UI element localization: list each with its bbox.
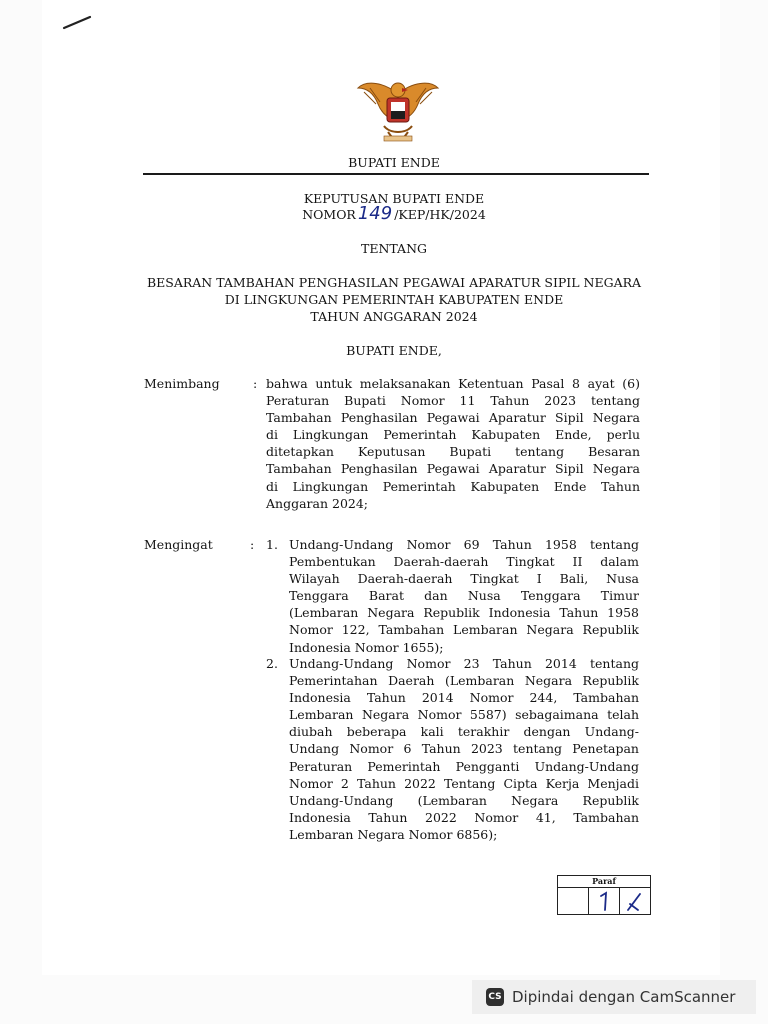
paraf-cell: [558, 888, 589, 915]
mengingat-line: diubah beberapa kali terakhir dengan Undang-: [289, 724, 639, 740]
paraf-cells: [558, 888, 650, 915]
mengingat-line: Pembentukan Daerah-daerah Tingkat II dalam: [289, 554, 639, 570]
camscanner-label: Dipindai dengan CamScanner: [512, 988, 736, 1006]
decree-title: KEPUTUSAN BUPATI ENDE: [303, 191, 485, 206]
paraf-box: [557, 875, 651, 915]
mengingat-line: Lembaran Negara Nomor 6856);: [289, 826, 498, 842]
menimbang-line: bahwa untuk melaksanakan Ketentuan Pasal 8 ayat (6): [266, 376, 640, 391]
menimbang-label: Menimbang: [144, 376, 220, 391]
menimbang-line: ditetapkan Keputusan Bupati tentang Besaran: [266, 444, 640, 460]
paraf-cell: [589, 888, 620, 915]
mengingat-item-number: 1.: [266, 537, 278, 552]
mengingat-line: (Lembaran Negara Republik Indonesia Tahun 1958: [289, 605, 639, 621]
menimbang-line: Tambahan Penghasilan Pegawai Aparatur Sipil Negara: [266, 410, 640, 426]
header-title: BUPATI ENDE: [348, 155, 440, 170]
tentang-heading: TENTANG: [360, 241, 427, 256]
subject-line-1: BESARAN TAMBAHAN PENGHASILAN PEGAWAI APARATUR SIPIL NEGARA: [146, 275, 642, 290]
menimbang-line: Peraturan Bupati Nomor 11 Tahun 2023 tentang: [266, 393, 640, 409]
mengingat-line: Indonesia Tahun 2014 Nomor 244, Tambahan: [289, 690, 639, 706]
issuer-heading: BUPATI ENDE,: [346, 343, 442, 358]
paraf-label: Paraf: [558, 876, 650, 888]
decree-number-line: [120, 205, 668, 223]
mengingat-label: Mengingat: [144, 537, 213, 552]
menimbang-line: Tambahan Penghasilan Pegawai Aparatur Sipil Negara: [266, 461, 640, 477]
mengingat-colon: :: [250, 537, 255, 552]
camscanner-icon: CS: [486, 988, 504, 1006]
pen-stroke-mark: [62, 14, 94, 30]
mengingat-line: Undang-Undang Nomor 23 Tahun 2014 tentang: [289, 656, 639, 671]
menimbang-colon: :: [253, 376, 258, 391]
mengingat-item-1-text: [289, 536, 639, 656]
subject-line-2: DI LINGKUNGAN PEMERINTAH KABUPATEN ENDE: [224, 292, 564, 307]
nomor-suffix: /KEP/HK/2024: [394, 207, 486, 222]
initial-signature-mark: [620, 888, 650, 915]
mengingat-line: Lembaran Negara Nomor 5587) sebagaimana telah: [289, 707, 639, 723]
header-divider: [143, 173, 649, 175]
camscanner-watermark: [472, 980, 756, 1014]
mengingat-line: Tenggara Barat dan Nusa Tenggara Timur: [289, 588, 639, 604]
mengingat-line: Pemerintahan Daerah (Lembaran Negara Republik: [289, 673, 639, 689]
menimbang-text: [266, 375, 640, 512]
subject-line-3: TAHUN ANGGARAN 2024: [310, 309, 478, 324]
mengingat-line: Undang-Undang (Lembaran Negara Republik: [289, 792, 639, 808]
mengingat-item-number: 2.: [266, 656, 278, 671]
mengingat-line: Undang-Undang Nomor 69 Tahun 1958 tentang: [289, 537, 639, 552]
mengingat-line: Nomor 122, Tambahan Lembaran Negara Republik: [289, 622, 639, 638]
garuda-emblem-icon: [354, 74, 442, 146]
mengingat-line: Indonesia Tahun 2022 Nomor 41, Tambahan: [289, 809, 639, 825]
mengingat-line: Peraturan Pemerintah Pengganti Undang-Undang: [289, 758, 639, 774]
paraf-cell: [620, 888, 650, 915]
mengingat-line: Nomor 2 Tahun 2022 Tentang Cipta Kerja Menjadi: [289, 775, 639, 791]
menimbang-line: Anggaran 2024;: [266, 495, 369, 511]
nomor-handwritten: 149: [357, 203, 393, 224]
menimbang-line: di Lingkungan Pemerintah Kabupaten Ende, perlu: [266, 427, 640, 443]
nomor-prefix: NOMOR: [302, 207, 356, 222]
mengingat-line: Indonesia Nomor 1655);: [289, 639, 444, 655]
mengingat-line: Undang Nomor 6 Tahun 2023 tentang Penetapan: [289, 741, 639, 757]
initial-signature-mark: [589, 888, 619, 915]
menimbang-line: di Lingkungan Pemerintah Kabupaten Ende Tahun: [266, 478, 640, 494]
mengingat-line: Wilayah Daerah-daerah Tingkat I Bali, Nusa: [289, 571, 639, 587]
mengingat-item-2-text: [289, 655, 639, 843]
